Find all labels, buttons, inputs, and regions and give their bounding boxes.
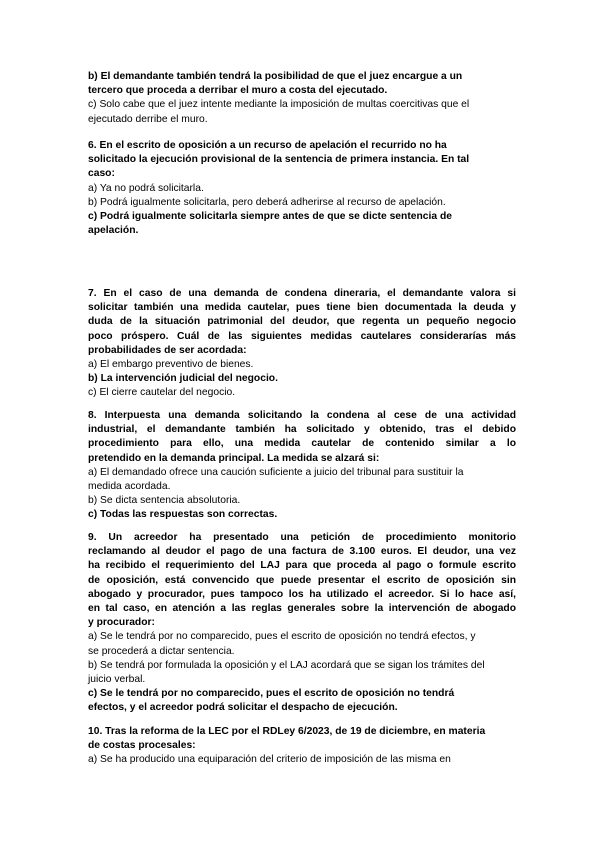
option-c-line-1: c) Podrá igualmente solicitarla siempre antes de que se dicte sentencia de <box>88 211 452 223</box>
question-stem-line: de oposición, está convencido que puede presentar el escrito de oposición sin <box>88 574 516 586</box>
question-stem-line: procedimiento para ello, una medida cautelar de contenido similar a lo <box>88 438 516 450</box>
question-stem-line: solicitar también una medida cautelar, pues tiene bien documentada la deuda y <box>88 302 516 314</box>
option-c-line-1: c) Solo cabe que el juez intente mediante la imposición de multas coercitivas que el <box>88 99 470 111</box>
question-stem-line: 9. Un acreedor ha presentado una petición de procedimiento monitorio <box>88 532 516 543</box>
option-c-line-2: ejecutado derribe el muro. <box>88 113 208 125</box>
question-stem-line: abogado y procurador, pues tampoco los ha utilizado el acreedor. Si lo hace así, <box>88 588 516 600</box>
option-a-line-1: a) El demandado ofrece una caución suficiente a juicio del tribunal para sustituir la <box>88 466 464 478</box>
question-stem-line: 10. Tras la reforma de la LEC por el RDLey 6/2023, de 19 de diciembre, en materia <box>88 726 486 737</box>
question-5-options <box>88 70 516 127</box>
question-stem-line: 8. Interpuesta una demanda solicitando la condena al cese de una actividad <box>88 410 516 421</box>
option-c: c) El cierre cautelar del negocio. <box>88 387 236 399</box>
question-stem-line: ha recibido el requerimiento del LAJ para que proceda al pago o formule escrito <box>88 560 516 572</box>
option-a-line-1: a) Se ha producido una equiparación del criterio de imposición de las misma en <box>88 754 451 766</box>
option-a-line-2: se procederá a dictar sentencia. <box>88 645 235 657</box>
option-b-line-1: b) El demandante también tendrá la posibilidad de que el juez encargue a un <box>88 71 463 82</box>
question-stem-line: industrial, el demandante también ha solicitado y obtenido, tras el debido <box>88 424 516 436</box>
option-c-line-2: efectos, y el acreedor podrá solicitar el despacho de ejecución. <box>88 702 398 714</box>
question-7 <box>88 287 516 401</box>
question-stem-line: probabilidades de ser acordada: <box>88 344 247 356</box>
question-10 <box>88 725 516 768</box>
option-c-line-1: c) Se le tendrá por no comparecido, pues el escrito de oposición no tendrá <box>88 688 455 700</box>
question-9 <box>88 531 516 716</box>
option-a: a) Ya no podrá solicitarla. <box>88 182 204 194</box>
option-a-line-2: medida acordada. <box>88 480 171 492</box>
question-stem-line: en tal caso, en atención a las reglas generales sobre la intervención de abogado <box>88 602 516 614</box>
question-8 <box>88 409 516 523</box>
question-stem-line: duda de la situación patrimonial del deudor, que regenta un pequeño negocio <box>88 316 516 328</box>
option-b-line-2: tercero que proceda a derribar el muro a costa del ejecutado. <box>88 85 388 97</box>
question-stem-line: caso: <box>88 168 115 180</box>
question-6 <box>88 139 516 238</box>
option-b: b) Se dicta sentencia absolutoria. <box>88 495 241 507</box>
option-b: b) La intervención judicial del negocio. <box>88 373 278 385</box>
option-b-line-1: b) Se tendrá por formulada la oposición y el LAJ acordará que se sigan los trámites del <box>88 659 485 671</box>
option-b: b) Podrá igualmente solicitarla, pero deberá adherirse al recurso de apelación. <box>88 196 446 208</box>
question-stem-line: poco próspero. Cuál de las siguientes medidas cautelares considerarías más <box>88 330 516 342</box>
option-a-line-1: a) Se le tendrá por no comparecido, pues el escrito de oposición no tendrá efectos, y <box>88 631 476 643</box>
question-stem-line: 7. En el caso de una demanda de condena dineraria, el demandante valora si <box>88 288 516 299</box>
option-a: a) El embargo preventivo de bienes. <box>88 358 254 370</box>
option-c: c) Todas las respuestas son correctas. <box>88 509 278 521</box>
option-c-line-2: apelación. <box>88 225 139 237</box>
question-stem-line: y procurador: <box>88 617 155 629</box>
option-b-line-2: juicio verbal. <box>88 673 146 685</box>
question-stem-line: reclamando al deudor el pago de una factura de 3.100 euros. El deudor, una vez <box>88 546 516 558</box>
question-stem-line: solicitado la ejecución provisional de la sentencia de primera instancia. En tal <box>88 154 470 166</box>
question-stem-line: de costas procesales: <box>88 740 196 752</box>
question-stem-line: 6. En el escrito de oposición a un recurso de apelación el recurrido no ha <box>88 140 447 151</box>
question-stem-line: pretendido en la demanda principal. La medida se alzará si: <box>88 452 380 464</box>
